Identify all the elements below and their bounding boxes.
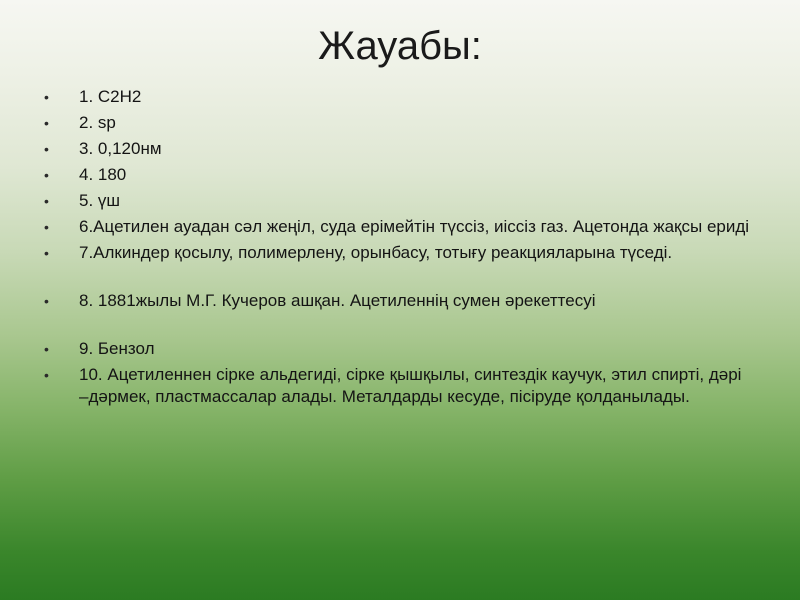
bullet-icon: • [44,219,49,235]
list-item-9 [44,338,754,360]
list-item-5 [44,190,754,212]
list-item-10 [44,364,754,408]
list-item-text: 2. sp [79,113,116,132]
list-item-text: 1. С2Н2 [79,87,142,106]
slide-title: Жауабы: [318,24,482,68]
bullet-icon: • [44,293,49,309]
bullet-icon: • [44,341,49,357]
bullet-icon: • [44,193,49,209]
list-item-7 [44,242,754,264]
bullet-icon: • [44,115,49,131]
list-item-text: 6.Ацетилен ауадан сәл жеңіл, суда ерімейтін түссіз, иіссіз газ. Ацетонда жақсы ериді [79,217,750,236]
bullet-icon: • [44,141,49,157]
list-item-text: 8. 1881жылы М.Г. Кучеров ашқан. Ацетиленнің сумен әрекеттесуі [79,291,596,310]
list-item-3 [44,138,754,160]
list-item-1 [44,86,754,108]
list-item-text: 4. 180 [79,165,127,184]
bullet-icon: • [44,167,49,183]
list-item-4 [44,164,754,186]
bullet-icon: • [44,367,49,383]
list-item-text: 5. үш [79,191,121,210]
answer-list [44,86,754,412]
list-item-text: 3. 0,120нм [79,139,162,158]
list-item-text: 9. Бензол [79,339,155,358]
list-item-2 [44,112,754,134]
bullet-icon: • [44,245,49,261]
bullet-icon: • [44,89,49,105]
list-item-text: 10. Ацетиленнен сірке альдегиді, сірке қышқылы, синтездік каучук, этил спирті, дәрі –дәрмек, пластмассалар алады. Металдарды кесуде, пісіруде қолданылады. [79,365,742,406]
list-item-8 [44,290,754,312]
list-item-6 [44,216,754,238]
list-item-text: 7.Алкиндер қосылу, полимерлену, орынбасу, тотығу реакцияларына түседі. [79,243,673,262]
